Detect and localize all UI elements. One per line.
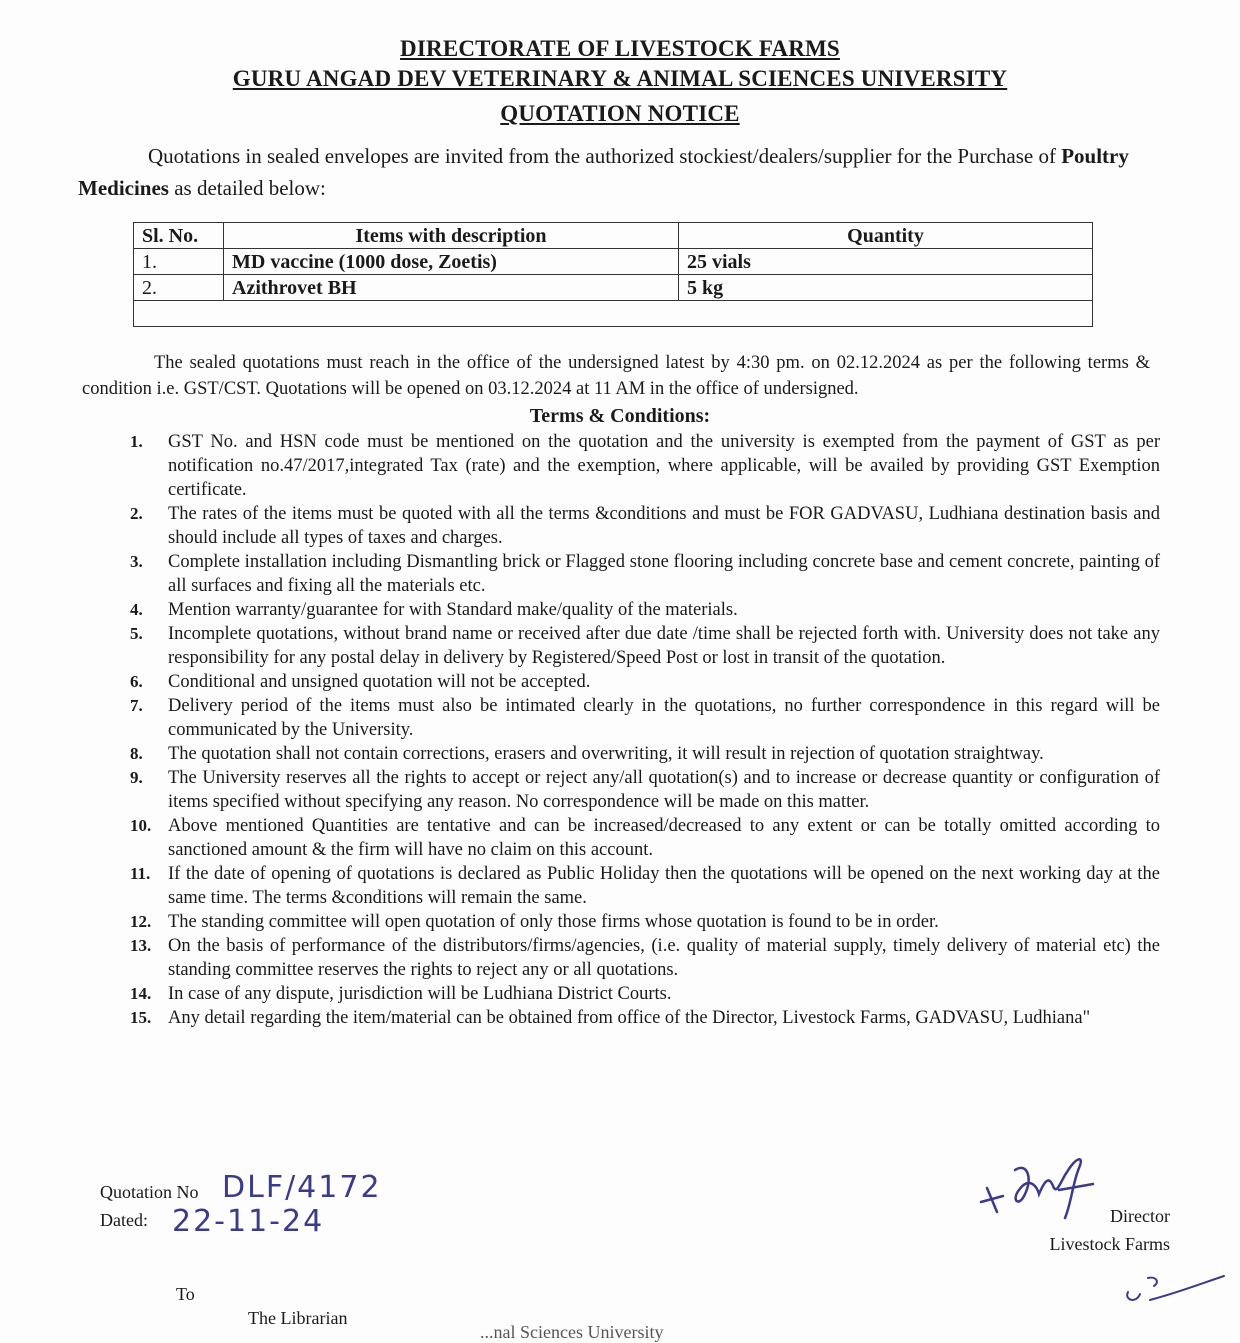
term-number: 6. [130,672,143,691]
term-item [130,742,1160,766]
term-text: The University reserves all the rights to accept or reject any/all quotation(s) and to increase or decrease quantity or configuration of items specified without specifying any reason. No correspondence will be made on this matter. [168,768,1160,812]
intro-bold-item: Poultry Medicines [78,144,1129,200]
header-items: Items with description [224,223,679,249]
header-directorate: DIRECTORATE OF LIVESTOCK FARMS [400,36,840,61]
recipient-cut-line: ...nal Sciences University [480,1322,664,1342]
intro-text-after: as detailed below: [168,176,326,200]
table-row [134,275,1093,301]
term-text: GST No. and HSN code must be mentioned on the quotation and the university is exempted from the payment of GST as per notification no.47/2017,integrated Tax (rate) and the exemption, where applicable, will be availed by providing GST Exemption certificate. [168,432,1160,500]
deadline-text: The sealed quotations must reach in the office of the undersigned latest by 4:30 pm. on 02.12.2024 as per the following terms & condition i.e. GST/CST. Quotations will be opened on 03.12.2024 at 11 AM in the office of undersigned. [82,353,1150,399]
term-item [130,430,1160,502]
dated-value: 22-11-24 [172,1204,325,1239]
term-text: If the date of opening of quotations is declared as Public Holiday then the quotations will be opened on the next working day at the same time. The terms &conditions will remain the same. [168,864,1160,908]
row-item: MD vaccine (1000 dose, Zoetis) [224,249,679,275]
term-item [130,862,1160,910]
term-text: In case of any dispute, jurisdiction will be Ludhiana District Courts. [168,984,672,1004]
term-text: The quotation shall not contain corrections, erasers and overwriting, it will result in rejection of quotation straightway. [168,744,1044,764]
term-item [130,982,1160,1006]
term-number: 1. [130,432,143,451]
row-sl: 2. [134,275,224,301]
signatory-block [1035,1202,1170,1258]
term-item [130,670,1160,694]
term-number: 2. [130,504,143,523]
term-text: Any detail regarding the item/material can be obtained from office of the Director, Livestock Farms, GADVASU, Ludhiana" [168,1008,1091,1028]
term-number: 15. [130,1008,152,1027]
term-number: 9. [130,768,143,787]
term-number: 13. [130,936,152,955]
term-item [130,622,1160,670]
term-item [130,694,1160,742]
term-text: Mention warranty/guarantee for with Standard make/quality of the materials. [168,600,738,620]
row-qty: 25 vials [679,249,1093,275]
intro-text-before: Quotations in sealed envelopes are invited from the authorized stockiest/dealers/supplier for the Purchase of [148,144,1062,168]
row-item: Azithrovet BH [224,275,679,301]
header-quantity: Quantity [679,223,1093,249]
intro-paragraph [78,140,1148,204]
header-sl-no: Sl. No. [134,223,224,249]
ink-mark-icon [1120,1270,1230,1310]
term-number: 8. [130,744,143,763]
quotation-no-value: DLF/4172 [222,1170,382,1205]
row-qty: 5 kg [679,275,1093,301]
recipient: The Librarian [248,1308,348,1328]
items-table [133,222,1093,327]
term-text: Conditional and unsigned quotation will not be accepted. [168,672,591,692]
term-text: Delivery period of the items must also be intimated clearly in the quotations, no further correspondence in this regard will be communicated by the University. [168,696,1160,740]
signatory-title: Director [1110,1206,1170,1226]
term-number: 4. [130,600,143,619]
term-number: 10. [130,816,152,835]
header-notice-title: QUOTATION NOTICE [500,101,740,126]
header-university: GURU ANGAD DEV VETERINARY & ANIMAL SCIENCES UNIVERSITY [232,66,1008,91]
term-item [130,598,1160,622]
term-item [130,502,1160,550]
deadline-paragraph [82,350,1150,402]
term-item [130,814,1160,862]
term-item [130,1006,1160,1030]
row-sl: 1. [134,249,224,275]
term-item [130,550,1160,598]
term-number: 7. [130,696,143,715]
terms-list [130,430,1160,1030]
term-text: Incomplete quotations, without brand name or received after due date /time shall be rejected forth with. University does not take any responsibility for any postal delay in delivery by Registered/Speed Post or lost in transit of the quotation. [168,624,1160,668]
empty-cell [134,301,1093,327]
term-item [130,934,1160,982]
term-item [130,910,1160,934]
term-number: 3. [130,552,143,571]
table-row [134,249,1093,275]
to-label: To [176,1284,195,1304]
term-text: The standing committee will open quotation of only those firms whose quotation is found to be in order. [168,912,939,932]
term-number: 14. [130,984,152,1003]
dated-label: Dated: [100,1210,148,1230]
term-number: 5. [130,624,143,643]
term-text: Complete installation including Dismantling brick or Flagged stone flooring including concrete base and cement concrete, painting of all surfaces and fixing all the materials etc. [168,552,1160,596]
table-empty-row [134,301,1093,327]
signatory-org: Livestock Farms [1049,1234,1170,1254]
term-text: On the basis of performance of the distributors/firms/agencies, (i.e. quality of material supply, timely delivery of material etc) the standing committee reserves the rights to reject any or all quotations. [168,936,1160,980]
term-item [130,766,1160,814]
terms-title: Terms & Conditions: [529,405,711,427]
term-text: Above mentioned Quantities are tentative and can be increased/decreased to any extent or can be totally omitted according to sanctioned amount & the firm will have no claim on this account. [168,816,1160,860]
term-number: 12. [130,912,152,931]
table-header-row [134,223,1093,249]
term-number: 11. [130,864,151,883]
term-text: The rates of the items must be quoted with all the terms &conditions and must be FOR GADVASU, Ludhiana destination basis and should include all types of taxes and charges. [168,504,1160,548]
quotation-no-label: Quotation No [100,1182,199,1202]
